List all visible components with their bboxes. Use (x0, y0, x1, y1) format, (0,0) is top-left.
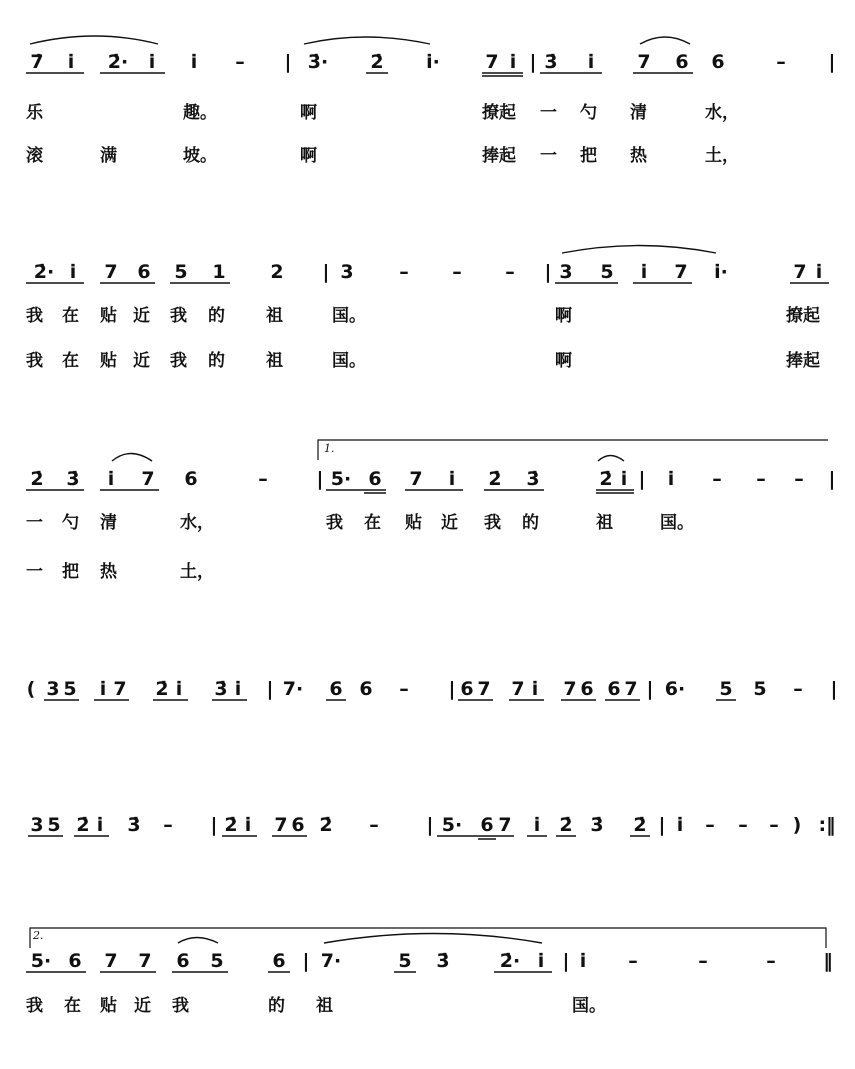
note: 2̇ (559, 814, 573, 836)
lyrics-verse-2 (0, 559, 855, 585)
barline: | (544, 261, 552, 283)
lyric-syllable: 我 (26, 996, 43, 1016)
lyric-syllable: 撩起 (786, 306, 820, 326)
lyric-syllable: 近 (133, 306, 150, 326)
note: i̇ (244, 814, 252, 836)
lyric-syllable: 国。 (332, 306, 366, 326)
note: 6 (176, 950, 190, 972)
note: i̇ (107, 468, 115, 490)
lyric-syllable: 祖 (266, 306, 283, 326)
barline: | (316, 468, 324, 490)
lyric-syllable: 水， (180, 513, 214, 533)
lyrics-verse-1 (0, 100, 855, 126)
lyric-syllable: 近 (133, 351, 150, 371)
barline: | (448, 678, 456, 700)
note: 7 (563, 678, 577, 700)
note: i̇ (69, 261, 77, 283)
note: 6 (291, 814, 305, 836)
dash: – (399, 261, 409, 283)
note: 7· (320, 950, 342, 972)
note: 3̇· (307, 51, 329, 73)
dash: – (505, 261, 515, 283)
lyric-syllable: 乐 (26, 103, 43, 123)
lyric-syllable: 在 (62, 351, 79, 371)
note: 3 (340, 261, 354, 283)
note: 7 (485, 51, 499, 73)
lyric-syllable: 把 (580, 146, 597, 166)
note: i̇ (620, 468, 628, 490)
dash: – (769, 814, 779, 836)
lyric-syllable: 国。 (332, 351, 366, 371)
note: 3̇ (590, 814, 604, 836)
note: 7 (674, 261, 688, 283)
note: 6· (664, 678, 686, 700)
note: 3 (46, 678, 60, 700)
lyric-syllable: 的 (208, 351, 225, 371)
note: i̇ (96, 814, 104, 836)
lyric-syllable: 一 (26, 562, 43, 582)
note: 7̇ (30, 51, 44, 73)
lyric-syllable: 的 (208, 306, 225, 326)
lyric-syllable: 近 (134, 996, 151, 1016)
lyric-syllable: 土， (705, 146, 739, 166)
lyric-syllable: 啊 (300, 103, 317, 123)
dash: – (794, 468, 804, 490)
note: 7 (141, 468, 155, 490)
lyrics-verse-1 (0, 993, 855, 1019)
note: 3 (30, 814, 44, 836)
note: 5 (719, 678, 733, 700)
note: i̇ (99, 678, 107, 700)
barline: | (828, 51, 836, 73)
note: 2̇· (33, 261, 55, 283)
note: 5· (441, 814, 463, 836)
note: 7 (113, 678, 127, 700)
lyric-syllable: 国。 (572, 996, 606, 1016)
note: 3̇ (436, 950, 450, 972)
barline: | (658, 814, 666, 836)
note: 6 (368, 468, 382, 490)
slur (304, 37, 430, 44)
notation-row (0, 672, 855, 706)
note: 6 (607, 678, 621, 700)
note: i̇ (640, 261, 648, 283)
barline: | (562, 950, 570, 972)
dash: – (369, 814, 379, 836)
lyrics-verse-2 (0, 348, 855, 374)
note: 5· (30, 950, 52, 972)
note: 7· (282, 678, 304, 700)
note: 2̇ (488, 468, 502, 490)
note: 3̇ (66, 468, 80, 490)
lyric-syllable: 热 (630, 146, 647, 166)
barline: | (302, 950, 310, 972)
lyric-syllable: 我 (26, 351, 43, 371)
note: 7 (498, 814, 512, 836)
note: 5· (330, 468, 352, 490)
lyric-syllable: 贴 (100, 996, 117, 1016)
lyric-syllable: 啊 (300, 146, 317, 166)
note: 7 (274, 814, 288, 836)
final-barline: ‖ (823, 950, 833, 972)
note: i̇ (148, 51, 156, 73)
note: 3̇ (127, 814, 141, 836)
dash: – (258, 468, 268, 490)
slur (324, 934, 542, 944)
note: 7 (511, 678, 525, 700)
lyric-syllable: 国。 (660, 513, 694, 533)
note: 5 (47, 814, 61, 836)
slur (640, 37, 690, 44)
lyric-syllable: 滚 (26, 146, 43, 166)
note: i̇ (509, 51, 517, 73)
lyric-syllable: 一 (540, 103, 557, 123)
note: 3̇ (526, 468, 540, 490)
lyric-syllable: 贴 (405, 513, 422, 533)
note: 7 (637, 51, 651, 73)
dash: – (776, 51, 786, 73)
barline: | (646, 678, 654, 700)
note: i̇ (537, 950, 545, 972)
note: 5 (174, 261, 188, 283)
note: 2̇ (319, 814, 333, 836)
slur (112, 454, 152, 462)
lyric-syllable: 我 (170, 351, 187, 371)
note: 2̇· (107, 51, 129, 73)
note: 6 (480, 814, 494, 836)
barline: | (638, 468, 646, 490)
barline: | (830, 678, 838, 700)
dash: – (738, 814, 748, 836)
lyric-syllable: 趣。 (183, 103, 217, 123)
note: i̇· (714, 261, 728, 283)
note: 7 (409, 468, 423, 490)
notation-row (0, 462, 855, 496)
note: 2̇ (633, 814, 647, 836)
note: 6 (272, 950, 286, 972)
note: 6 (184, 468, 198, 490)
note: i̇ (667, 468, 675, 490)
lyric-syllable: 我 (26, 306, 43, 326)
note: 2̇ (76, 814, 90, 836)
note: i̇ (676, 814, 684, 836)
note: 6 (329, 678, 343, 700)
lyric-syllable: 清 (100, 513, 117, 533)
note: i̇ (531, 678, 539, 700)
barline: | (284, 51, 292, 73)
lyric-syllable: 清 (630, 103, 647, 123)
dash: – (628, 950, 638, 972)
note: 3 (559, 261, 573, 283)
lyric-syllable: 祖 (316, 996, 333, 1016)
note: 2̇ (599, 468, 613, 490)
note: 6 (68, 950, 82, 972)
lyric-syllable: 坡。 (183, 146, 217, 166)
note: 7 (793, 261, 807, 283)
note: 2 (270, 261, 284, 283)
barline: | (828, 468, 836, 490)
repeat-end-barline: :‖ (818, 814, 836, 836)
note: 7 (624, 678, 638, 700)
note: 7 (104, 950, 118, 972)
lyric-syllable: 我 (484, 513, 501, 533)
lyrics-verse-1 (0, 510, 855, 536)
close-paren: ) (792, 814, 802, 836)
dash: – (712, 468, 722, 490)
note: 5 (210, 950, 224, 972)
dash: – (756, 468, 766, 490)
lyric-syllable: 近 (441, 513, 458, 533)
lyric-syllable: 一 (26, 513, 43, 533)
lyric-syllable: 撩起 (482, 103, 516, 123)
note: i̇ (448, 468, 456, 490)
lyric-syllable: 热 (100, 562, 117, 582)
lyric-syllable: 满 (100, 146, 117, 166)
lyric-syllable: 贴 (100, 306, 117, 326)
notation-row (0, 45, 855, 79)
note: i̇ (579, 950, 587, 972)
lyric-syllable: 勺 (62, 513, 79, 533)
note: 6 (359, 678, 373, 700)
note: 6 (137, 261, 151, 283)
lyric-syllable: 的 (268, 996, 285, 1016)
note: 5 (600, 261, 614, 283)
note: 3̇ (214, 678, 228, 700)
lyric-syllable: 勺 (580, 103, 597, 123)
note: 2̇ (370, 51, 384, 73)
dash: – (163, 814, 173, 836)
lyric-syllable: 捧起 (786, 351, 820, 371)
lyric-syllable: 的 (522, 513, 539, 533)
lyric-syllable: 我 (172, 996, 189, 1016)
slur (598, 456, 624, 462)
lyric-syllable: 捧起 (482, 146, 516, 166)
slur (562, 246, 716, 254)
lyric-syllable: 我 (170, 306, 187, 326)
lyric-syllable: 啊 (555, 351, 572, 371)
dash: – (705, 814, 715, 836)
note: 2̇· (499, 950, 521, 972)
note: 2̇ (155, 678, 169, 700)
dash: – (399, 678, 409, 700)
dash: – (766, 950, 776, 972)
lyric-syllable: 我 (326, 513, 343, 533)
notation-row (0, 255, 855, 289)
barline: | (426, 814, 434, 836)
note: i̇· (426, 51, 440, 73)
open-paren: ( (26, 678, 36, 700)
lyric-syllable: 在 (364, 513, 381, 533)
note: 7 (104, 261, 118, 283)
barline: | (529, 51, 537, 73)
barline: | (210, 814, 218, 836)
lyric-syllable: 啊 (555, 306, 572, 326)
dash: – (235, 51, 245, 73)
note: 6 (580, 678, 594, 700)
lyric-syllable: 土， (180, 562, 214, 582)
note: 1 (212, 261, 226, 283)
lyric-syllable: 祖 (596, 513, 613, 533)
lyric-syllable: 祖 (266, 351, 283, 371)
note: 6 (711, 51, 725, 73)
note: 5 (753, 678, 767, 700)
dash: – (452, 261, 462, 283)
note: 7 (477, 678, 491, 700)
note: i̇ (175, 678, 183, 700)
notation-row (0, 808, 855, 842)
note: 3̇ (544, 51, 558, 73)
note: i̇ (533, 814, 541, 836)
lyrics-verse-2 (0, 143, 855, 169)
volta-1-label: 1. (324, 442, 335, 455)
note: i̇ (815, 261, 823, 283)
slur (30, 36, 158, 44)
note: i̇ (190, 51, 198, 73)
note: i̇ (587, 51, 595, 73)
note: 6 (675, 51, 689, 73)
dash: – (793, 678, 803, 700)
lyric-syllable: 把 (62, 562, 79, 582)
note: 6 (460, 678, 474, 700)
note: 7 (138, 950, 152, 972)
lyric-syllable: 一 (540, 146, 557, 166)
note: 5 (398, 950, 412, 972)
note: i̇ (234, 678, 242, 700)
barline: | (322, 261, 330, 283)
note: 2̇ (224, 814, 238, 836)
lyric-syllable: 水， (705, 103, 739, 123)
barline: | (266, 678, 274, 700)
note: i̇ (67, 51, 75, 73)
lyric-syllable: 在 (62, 306, 79, 326)
dash: – (698, 950, 708, 972)
lyrics-verse-1 (0, 303, 855, 329)
slur (178, 938, 218, 944)
lyric-syllable: 贴 (100, 351, 117, 371)
note: 2̇ (30, 468, 44, 490)
notation-row (0, 944, 855, 978)
note: 5 (63, 678, 77, 700)
lyric-syllable: 在 (64, 996, 81, 1016)
volta-2-label: 2. (33, 929, 44, 942)
